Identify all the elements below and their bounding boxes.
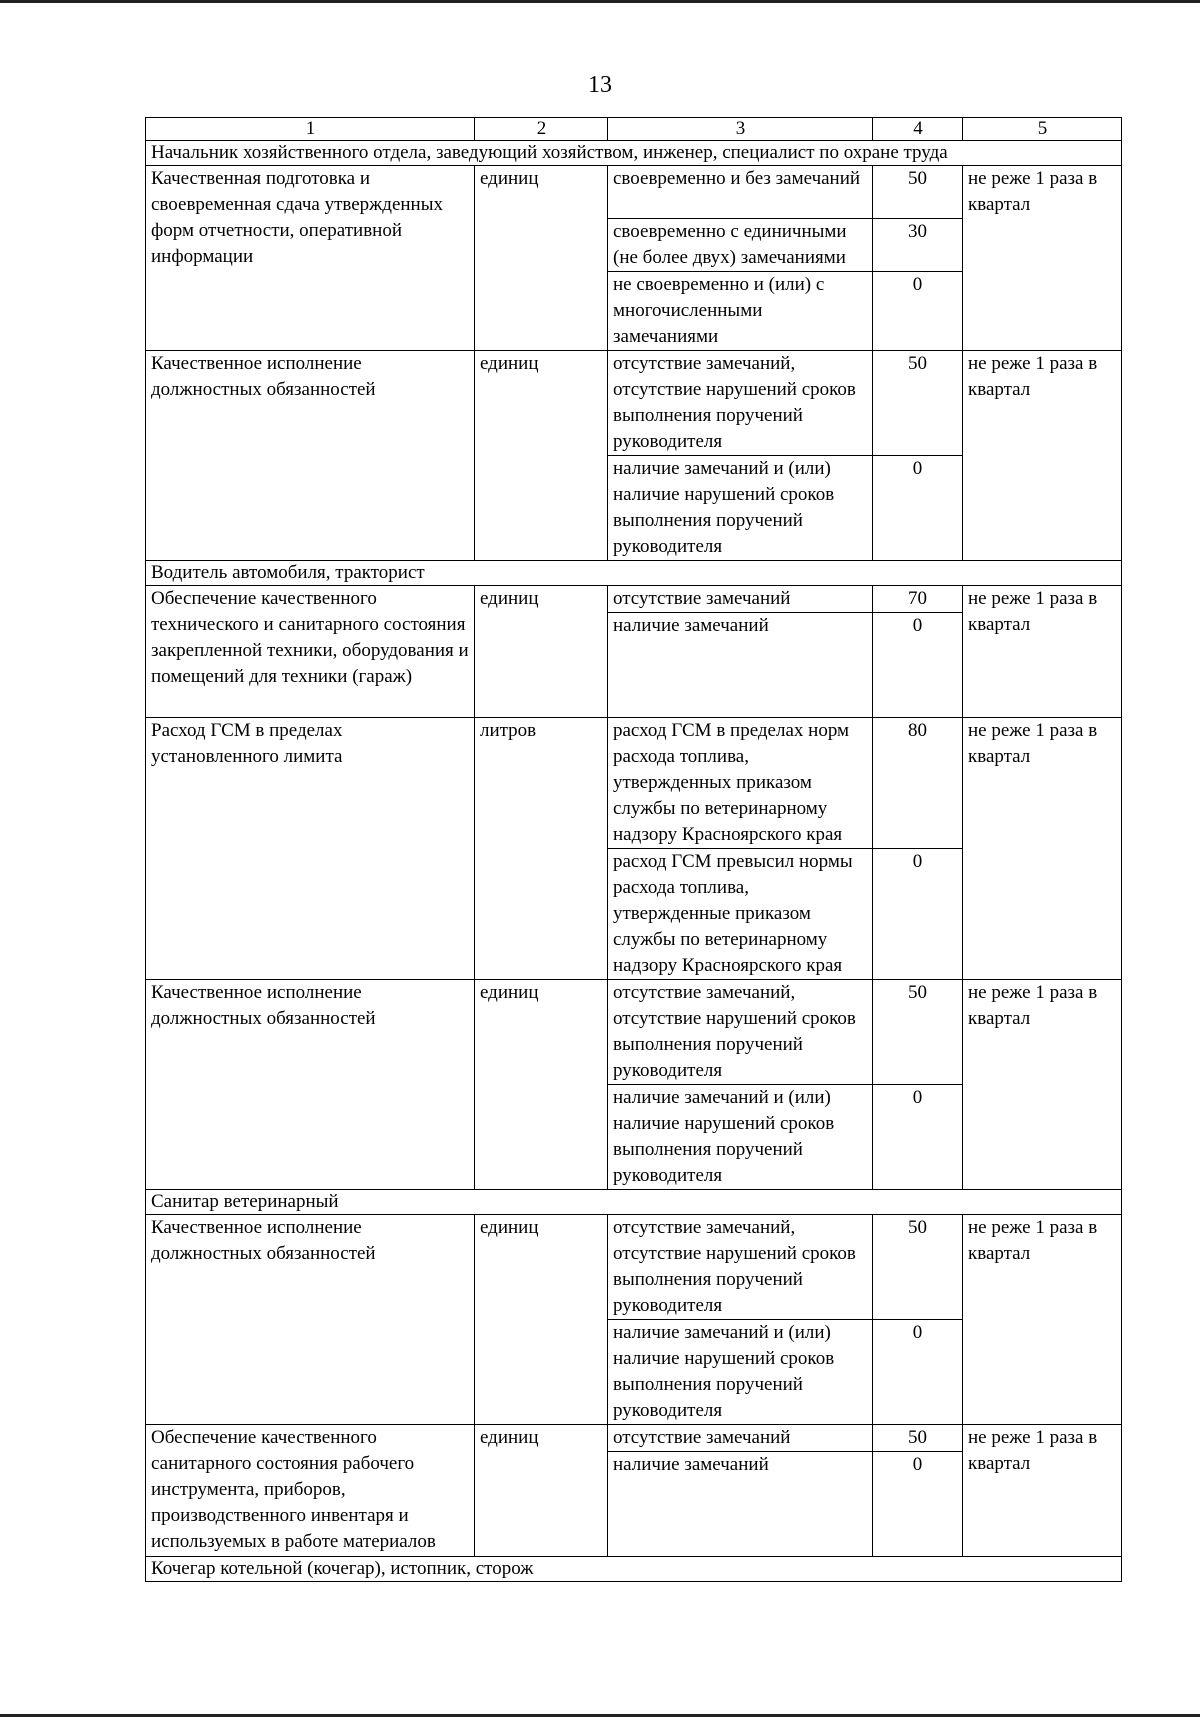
column-header: 4 <box>873 118 963 141</box>
criterion-cell: расход ГСМ превысил нормы расхода топлива, утвержденные приказом службы по ветеринарному надзору Красноярского края <box>608 849 873 980</box>
unit-cell: единиц <box>475 980 608 1190</box>
section-title: Начальник хозяйственного отдела, заведующий хозяйством, инженер, специалист по охране труда <box>146 141 1122 166</box>
score-cell: 50 <box>873 166 963 219</box>
score-cell: 0 <box>873 613 963 718</box>
period-cell: не реже 1 раза в квартал <box>963 351 1122 561</box>
page-number: 13 <box>588 72 612 98</box>
section-title-row <box>146 141 1122 166</box>
criterion-cell: отсутствие замечаний, отсутствие нарушений сроков выполнения поручений руководителя <box>608 351 873 456</box>
section-title-row <box>146 561 1122 586</box>
section-title: Санитар ветеринарный <box>146 1190 1122 1215</box>
period-cell: не реже 1 раза в квартал <box>963 1215 1122 1425</box>
table-row <box>146 166 1122 219</box>
score-cell: 50 <box>873 1215 963 1320</box>
criterion-cell: не своевременно и (или) с многочисленными замечаниями <box>608 272 873 351</box>
score-cell: 70 <box>873 586 963 613</box>
unit-cell: единиц <box>475 351 608 561</box>
criterion-cell: отсутствие замечаний, отсутствие нарушений сроков выполнения поручений руководителя <box>608 980 873 1085</box>
column-number-row <box>146 118 1122 141</box>
criterion-cell: наличие замечаний <box>608 613 873 718</box>
score-cell: 0 <box>873 456 963 561</box>
section-title: Водитель автомобиля, тракторист <box>146 561 1122 586</box>
indicator-cell: Качественное исполнение должностных обязанностей <box>146 351 475 561</box>
criterion-cell: своевременно и без замечаний <box>608 166 873 219</box>
table-row <box>146 1425 1122 1452</box>
criterion-cell: расход ГСМ в пределах норм расхода топлива, утвержденных приказом службы по ветеринарному надзору Красноярского края <box>608 718 873 849</box>
table-row <box>146 351 1122 456</box>
criterion-cell: наличие замечаний и (или) наличие нарушений сроков выполнения поручений руководителя <box>608 1320 873 1425</box>
table-row <box>146 718 1122 849</box>
period-cell: не реже 1 раза в квартал <box>963 586 1122 718</box>
column-header: 3 <box>608 118 873 141</box>
score-cell: 50 <box>873 980 963 1085</box>
score-cell: 50 <box>873 1425 963 1452</box>
unit-cell: литров <box>475 718 608 980</box>
unit-cell: единиц <box>475 1425 608 1557</box>
table-row <box>146 980 1122 1085</box>
score-cell: 0 <box>873 1085 963 1190</box>
score-cell: 50 <box>873 351 963 456</box>
score-cell: 80 <box>873 718 963 849</box>
table-row <box>146 586 1122 613</box>
score-cell: 0 <box>873 1452 963 1557</box>
section-title-row <box>146 1190 1122 1215</box>
section-title-row <box>146 1557 1122 1582</box>
section-title: Кочегар котельной (кочегар), истопник, сторож <box>146 1557 1122 1582</box>
criterion-cell: наличие замечаний <box>608 1452 873 1557</box>
criterion-cell: наличие замечаний и (или) наличие нарушений сроков выполнения поручений руководителя <box>608 456 873 561</box>
score-cell: 0 <box>873 272 963 351</box>
table-row <box>146 1215 1122 1320</box>
period-cell: не реже 1 раза в квартал <box>963 980 1122 1190</box>
criteria-table <box>145 117 1122 1582</box>
indicator-cell: Качественное исполнение должностных обязанностей <box>146 980 475 1190</box>
score-cell: 0 <box>873 1320 963 1425</box>
unit-cell: единиц <box>475 586 608 718</box>
score-cell: 0 <box>873 849 963 980</box>
period-cell: не реже 1 раза в квартал <box>963 166 1122 351</box>
criterion-cell: своевременно с единичными (не более двух) замечаниями <box>608 219 873 272</box>
column-header: 5 <box>963 118 1122 141</box>
score-cell: 30 <box>873 219 963 272</box>
period-cell: не реже 1 раза в квартал <box>963 718 1122 980</box>
indicator-cell: Качественное исполнение должностных обязанностей <box>146 1215 475 1425</box>
column-header: 1 <box>146 118 475 141</box>
indicator-cell: Обеспечение качественного технического и санитарного состояния закрепленной техники, оборудования и помещений для техники (гараж) <box>146 586 475 718</box>
criterion-cell: отсутствие замечаний <box>608 1425 873 1452</box>
top-border-line <box>0 0 1200 3</box>
column-header: 2 <box>475 118 608 141</box>
indicator-cell: Расход ГСМ в пределах установленного лимита <box>146 718 475 980</box>
indicator-cell: Обеспечение качественного санитарного состояния рабочего инструмента, приборов, производственного инвентаря и используемых в работе материалов <box>146 1425 475 1557</box>
indicator-cell: Качественная подготовка и своевременная сдача утвержденных форм отчетности, оперативной информации <box>146 166 475 351</box>
criterion-cell: отсутствие замечаний <box>608 586 873 613</box>
criterion-cell: отсутствие замечаний, отсутствие нарушений сроков выполнения поручений руководителя <box>608 1215 873 1320</box>
period-cell: не реже 1 раза в квартал <box>963 1425 1122 1557</box>
unit-cell: единиц <box>475 166 608 351</box>
unit-cell: единиц <box>475 1215 608 1425</box>
criterion-cell: наличие замечаний и (или) наличие нарушений сроков выполнения поручений руководителя <box>608 1085 873 1190</box>
